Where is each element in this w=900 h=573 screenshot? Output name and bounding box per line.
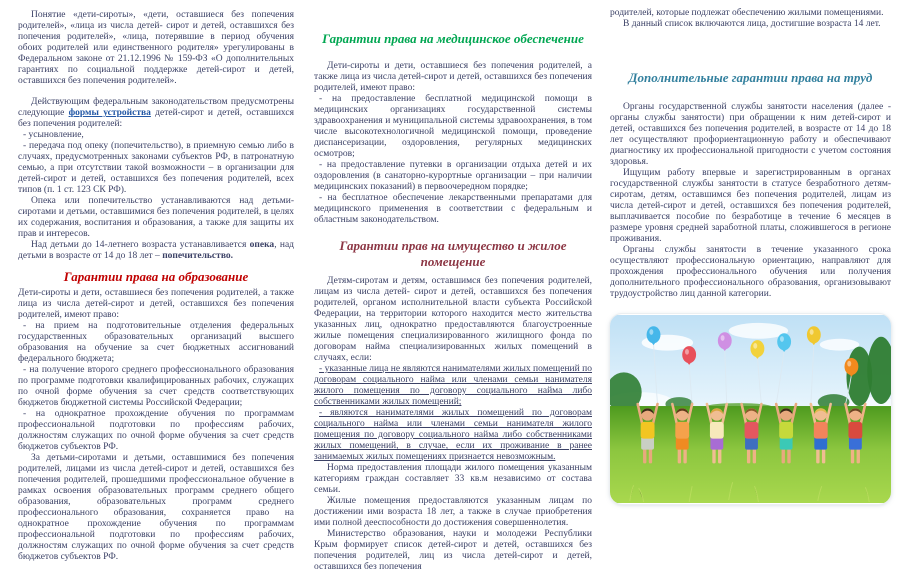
text-run: Жилые помещения предоставляются указанным лицам по достижении ими возраста 18 лет, а также в случае приобретения ими полной дееспособности до достижения совершеннолетия. <box>314 496 592 528</box>
paragraph <box>18 321 294 365</box>
text-run: Министерство образования, науки и молодежи Республики Крым формирует список детей-сирот и детей, оставшихся без попечения родителей, лиц из числа детей-сирот и детей, оставшихся без попечения <box>314 529 592 572</box>
section-heading: Дополнительные гарантии права на труд <box>628 70 873 85</box>
text-run: Органы государственной службы занятости населения (далее - органы службы занятости) при обращении к ним детей-сирот и детей, оставшихся без попечения родителей, в возрасте от 14 до 18 лет осуществляют профориентационную работу и обеспечивают диагностику их профессиональной пригодности с учетом состояния здоровья. <box>610 102 891 167</box>
paragraph <box>314 408 592 463</box>
text-run: - на однократное прохождение обучения по программам профессиональной подготовки по профессиям рабочих, должностям служащих по очной форме обучения за счет средств бюджетов субъектов РФ. <box>18 409 294 452</box>
text-run: - являются нанимателями жилых помещений по договорам социального найма или членами семьи нанимателя жилого помещения по договору социального найма либо собственниками жилых помещений, в случае, если их проживание в ранее занимаемых жилых помещениях признается невозможным. <box>314 408 592 462</box>
paragraph <box>18 10 294 87</box>
paragraph <box>18 365 294 409</box>
text-run: Над детьми до 14-летнего возраста устанавливается <box>31 240 250 250</box>
paragraph <box>18 453 294 563</box>
column-labor-photo <box>610 8 891 504</box>
paragraph <box>314 193 592 226</box>
paragraph <box>314 276 592 364</box>
text-run: Ищущим работу впервые и зарегистрированным в органах государственной службы занятости в статусе безработного детям-сиротам, детям, оставшимся без попечения родителей, лицам из числа детей-сирот и детей, оставшихся без попечения родителей, выплачивается пособие по безработице в течение 6 месяцев в размере уровня средней заработной платы, сложившегося в регионе проживания. <box>610 168 891 244</box>
text-run: - на предоставление путевки в организации отдыха детей и их оздоровления (в санаторно-курортные организации – при наличии медицинских показаний) в первоочередном порядке; <box>314 160 592 192</box>
children-balloons-photo <box>610 314 891 504</box>
column-intro-education <box>18 10 294 563</box>
paragraph <box>18 240 294 262</box>
paragraph <box>610 168 891 245</box>
paragraph <box>314 94 592 160</box>
text-run: Действующим федеральным законодательством предусмотрены следующие <box>18 97 294 118</box>
text-run: - усыновление, <box>23 130 84 140</box>
text-run: В данный список включаются лица, достигшие возраста 14 лет. <box>623 19 881 29</box>
text-run: Органы службы занятости в течение указанного срока осуществляют профессиональную ориентацию, направляют для прохождения профессионального обучения или получения дополнительного профессионального образования, организовывают трудоустройство лиц данной категории. <box>610 245 891 299</box>
paragraph <box>314 364 592 408</box>
text-run: - передача под опеку (попечительство), в приемную семью либо в случаях, предусмотренных законами субъектов РФ, в патронатную семью, а при отсутствии такой возможности – в организации для детей-сирот и детей, оставшихся без попечения родителей, всех типов (п. 1 ст. 123 СК РФ). <box>18 141 294 195</box>
paragraph <box>314 529 592 573</box>
text-run: - указанные лица не являются нанимателями жилых помещений по договорам социального найма или членами семьи нанимателя жилого помещения по договору социального найма либо собственниками жилых помещений; <box>314 364 592 407</box>
text-run: опека <box>249 240 275 250</box>
section-heading: Гарантии прав на имущество и жилое помещение <box>339 238 567 269</box>
text-run: Понятие «дети-сироты», «дети, оставшиеся без попечения родителей», «лица из числа детей- сирот и детей, оставшихся без попечения родителей», «лица, потерявшие в период обучения обоих родителей или единственного родителя» урегулированы в Федеральном законе от 21.12.1996 № 159-ФЗ «О дополнительных гарантиях по социальной поддержке детей-сирот и детей, оставшихся без попечения родителей». <box>18 10 294 86</box>
text-run: , над детьми в возрасте от 14 до 18 лет – <box>18 240 295 261</box>
paragraph <box>18 196 294 240</box>
text-run: детей-сирот и детей, оставшихся без попечения родителей: <box>18 108 294 129</box>
paragraph <box>18 141 294 196</box>
paragraph <box>314 61 592 94</box>
paragraph <box>610 102 891 168</box>
paragraph <box>314 496 592 529</box>
paragraph <box>610 8 891 19</box>
paragraph <box>314 160 592 193</box>
text-run: Норма предоставления площади жилого помещения указанным категориям граждан составляет 33 кв.м независимо от состава семьи. <box>314 463 592 495</box>
paragraph <box>18 97 294 130</box>
section-heading: Гарантии права на образование <box>63 269 249 284</box>
paragraph <box>314 463 592 496</box>
text-run: Дети-сироты и дети, оставшиеся без попечения родителей, а также лица из числа детей-сирот и детей, оставшихся без попечения родителей, имеют право: <box>314 61 592 93</box>
column-medical-housing <box>314 24 592 573</box>
text-run: попечительство. <box>162 251 234 261</box>
paragraph <box>18 409 294 453</box>
text-run: родителей, которые подлежат обеспечению жилыми помещениями. <box>610 8 884 18</box>
text-run: - на бесплатное обеспечение лекарственными препаратами для медицинского применения в соответствии с федеральным и областным законодательством. <box>314 193 592 225</box>
text-run: Опека или попечительство устанавливаются над детьми-сиротами и детьми, оставшимися без попечения родителей, в целях их содержания, воспитания и образования, а также для защиты их прав и интересов. <box>18 196 294 239</box>
text-run: - на предоставление бесплатной медицинской помощи в медицинских организациях государственной системы здравоохранения и муниципальной системы здравоохранения, в том числе высокотехнологичной медицинской помощи, проведение диспансеризации, оздоровления, регулярных медицинских осмотров; <box>314 94 592 159</box>
text-run: - на получение второго среднего профессионального образования по программе подготовки квалифицированных рабочих, служащих по очной форме обучения за счет средств соответствующих бюджетов бюджетной системы Российской Федерации; <box>18 365 294 408</box>
paragraph <box>18 130 294 141</box>
text-run: - на прием на подготовительные отделения федеральных государственных образовательных организаций высшего образования на обучение за счет бюджетных ассигнований федерального бюджета; <box>18 321 294 364</box>
photo-illustration <box>610 314 891 504</box>
paragraph <box>610 245 891 300</box>
section-heading: Гарантии права на медицинское обеспечение <box>322 31 584 46</box>
text-run: Дети-сироты и дети, оставшиеся без попечения родителей, а также лица из числа детей-сирот и детей, оставшихся без попечения родителей, имеют право: <box>18 288 294 320</box>
paragraph <box>610 19 891 30</box>
inline-link[interactable]: формы устройства <box>68 108 151 118</box>
text-run: За детьми-сиротами и детьми, оставшимися без попечения родителей, лицами из числа детей-сирот и детей, оставшихся без попечения родителей, прошедшими профессиональное обучение в рамках освоения образовательных программ среднего общего образования, образовательных программ среднего профессионального образования, сохраняется право на однократное прохождение обучения по программам профессиональной подготовки по профессиям рабочих, должностям служащих по очной форме обучения за счет средств бюджетов субъектов РФ. <box>18 453 294 562</box>
text-run: Детям-сиротам и детям, оставшимся без попечения родителей, лицам из числа детей- сирот и детей, оставшихся без попечения родителей, органом исполнительной власти субъекта Российской Федерации, на территории которого находится место жительства указанных лиц, однократно предоставляются благоустроенные жилые помещения специализированного жилищного фонда по договорам найма специализированных жилых помещений в случаях, если: <box>314 276 592 363</box>
paragraph <box>18 288 294 321</box>
